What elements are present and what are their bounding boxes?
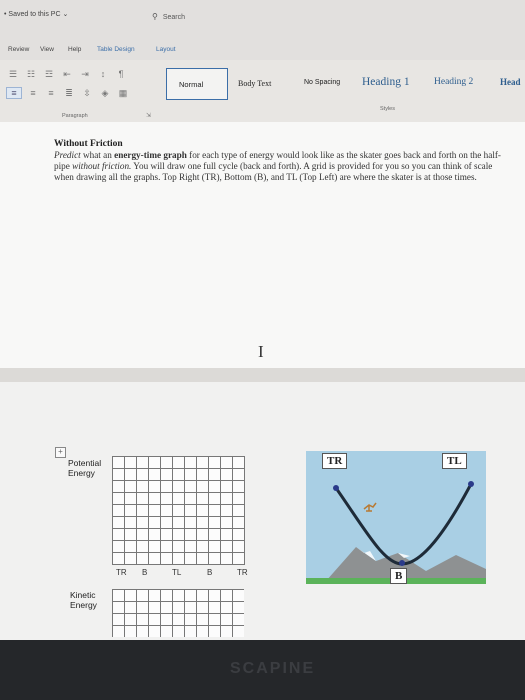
label-top-left: TL xyxy=(442,453,467,469)
paragraph-group xyxy=(6,66,156,104)
tab-review[interactable]: Review xyxy=(8,46,30,53)
style-heading-3[interactable] xyxy=(498,68,525,98)
tab-view[interactable]: View xyxy=(40,46,54,53)
style-body-text[interactable] xyxy=(232,68,288,98)
body-bold: energy-time graph xyxy=(114,150,187,160)
numbering-icon[interactable]: ☷ xyxy=(26,68,36,79)
potential-energy-label: Potential Energy xyxy=(68,458,102,478)
justify-icon[interactable]: ≣ xyxy=(65,87,73,98)
tick-label: B xyxy=(207,568,213,577)
align-center-icon[interactable]: ≡ xyxy=(30,88,36,98)
instruction-paragraph[interactable] xyxy=(54,150,509,184)
style-label: Normal xyxy=(179,80,204,89)
style-label: Head xyxy=(500,77,521,87)
tab-help[interactable]: Help xyxy=(68,46,82,53)
tick-label: TR xyxy=(237,568,248,577)
shading-icon[interactable]: ◈ xyxy=(101,87,109,98)
body-text: for each type of energy would look like as the skater goes back and forth on the half-pipe xyxy=(54,150,501,172)
sort-icon[interactable]: ↕ xyxy=(100,69,106,79)
body-text: You will draw one full cycle (back and forth). A grid is provided for you so you can think of scale when drawing all the graphs. Top Right (TR), Bottom (B), and TL (Top Left) are where the skater is at those times. xyxy=(54,161,493,183)
decrease-indent-icon[interactable]: ⇤ xyxy=(63,68,71,79)
save-status[interactable]: • Saved to this PC ⌄ xyxy=(4,11,69,18)
paragraph-group-label: Paragraph xyxy=(62,113,88,119)
bottom-strip xyxy=(0,640,525,700)
dialog-launcher-icon[interactable]: ⇲ xyxy=(146,113,152,119)
label-top-right: TR xyxy=(322,453,347,469)
style-heading-1[interactable] xyxy=(358,68,424,98)
style-label: Body Text xyxy=(238,79,272,88)
styles-group-label: Styles xyxy=(380,106,395,112)
kinetic-energy-label: Kinetic Energy xyxy=(70,590,97,610)
tab-table-design[interactable]: Table Design xyxy=(97,46,135,53)
style-label: Heading 1 xyxy=(362,76,410,88)
section-heading: Without Friction xyxy=(54,139,123,149)
ribbon xyxy=(0,60,525,123)
style-label: No Spacing xyxy=(304,79,341,86)
body-text: what an xyxy=(80,150,115,160)
worksheet-page[interactable] xyxy=(0,382,525,640)
text-cursor: I xyxy=(258,342,264,361)
style-normal[interactable] xyxy=(166,68,228,100)
style-heading-2[interactable] xyxy=(430,68,486,98)
bottom-watermark: SCAPINE xyxy=(230,660,316,677)
borders-icon[interactable]: ▦ xyxy=(118,87,128,98)
page-gap xyxy=(0,368,525,382)
title-bar xyxy=(0,0,525,34)
document-page[interactable] xyxy=(0,122,525,368)
search-box[interactable] xyxy=(152,12,185,21)
search-icon: ⚲ xyxy=(152,12,158,21)
body-italic: without friction. xyxy=(72,161,132,172)
tick-label: TL xyxy=(172,568,182,577)
multilevel-list-icon[interactable]: ☲ xyxy=(44,68,54,79)
potential-energy-grid[interactable] xyxy=(112,456,245,565)
tick-label: B xyxy=(142,568,148,577)
body-lead: Predict xyxy=(54,150,81,160)
menu-bar xyxy=(0,34,525,60)
table-move-handle-icon[interactable]: + xyxy=(55,447,66,458)
style-no-spacing[interactable] xyxy=(298,68,356,98)
pilcrow-icon[interactable]: ¶ xyxy=(118,69,124,79)
tick-label: TR xyxy=(116,568,127,577)
search-label: Search xyxy=(162,14,185,21)
style-label: Heading 2 xyxy=(434,77,474,87)
tab-layout[interactable]: Layout xyxy=(156,46,176,53)
line-spacing-icon[interactable]: ⇳ xyxy=(83,87,91,98)
increase-indent-icon[interactable]: ⇥ xyxy=(81,68,89,79)
label-bottom: B xyxy=(390,568,407,584)
half-pipe-illustration xyxy=(306,451,486,589)
align-right-icon[interactable]: ≡ xyxy=(48,88,54,98)
align-left-icon[interactable]: ≡ xyxy=(6,87,22,99)
bullets-icon[interactable]: ☰ xyxy=(8,68,18,79)
kinetic-energy-grid[interactable] xyxy=(112,589,244,637)
